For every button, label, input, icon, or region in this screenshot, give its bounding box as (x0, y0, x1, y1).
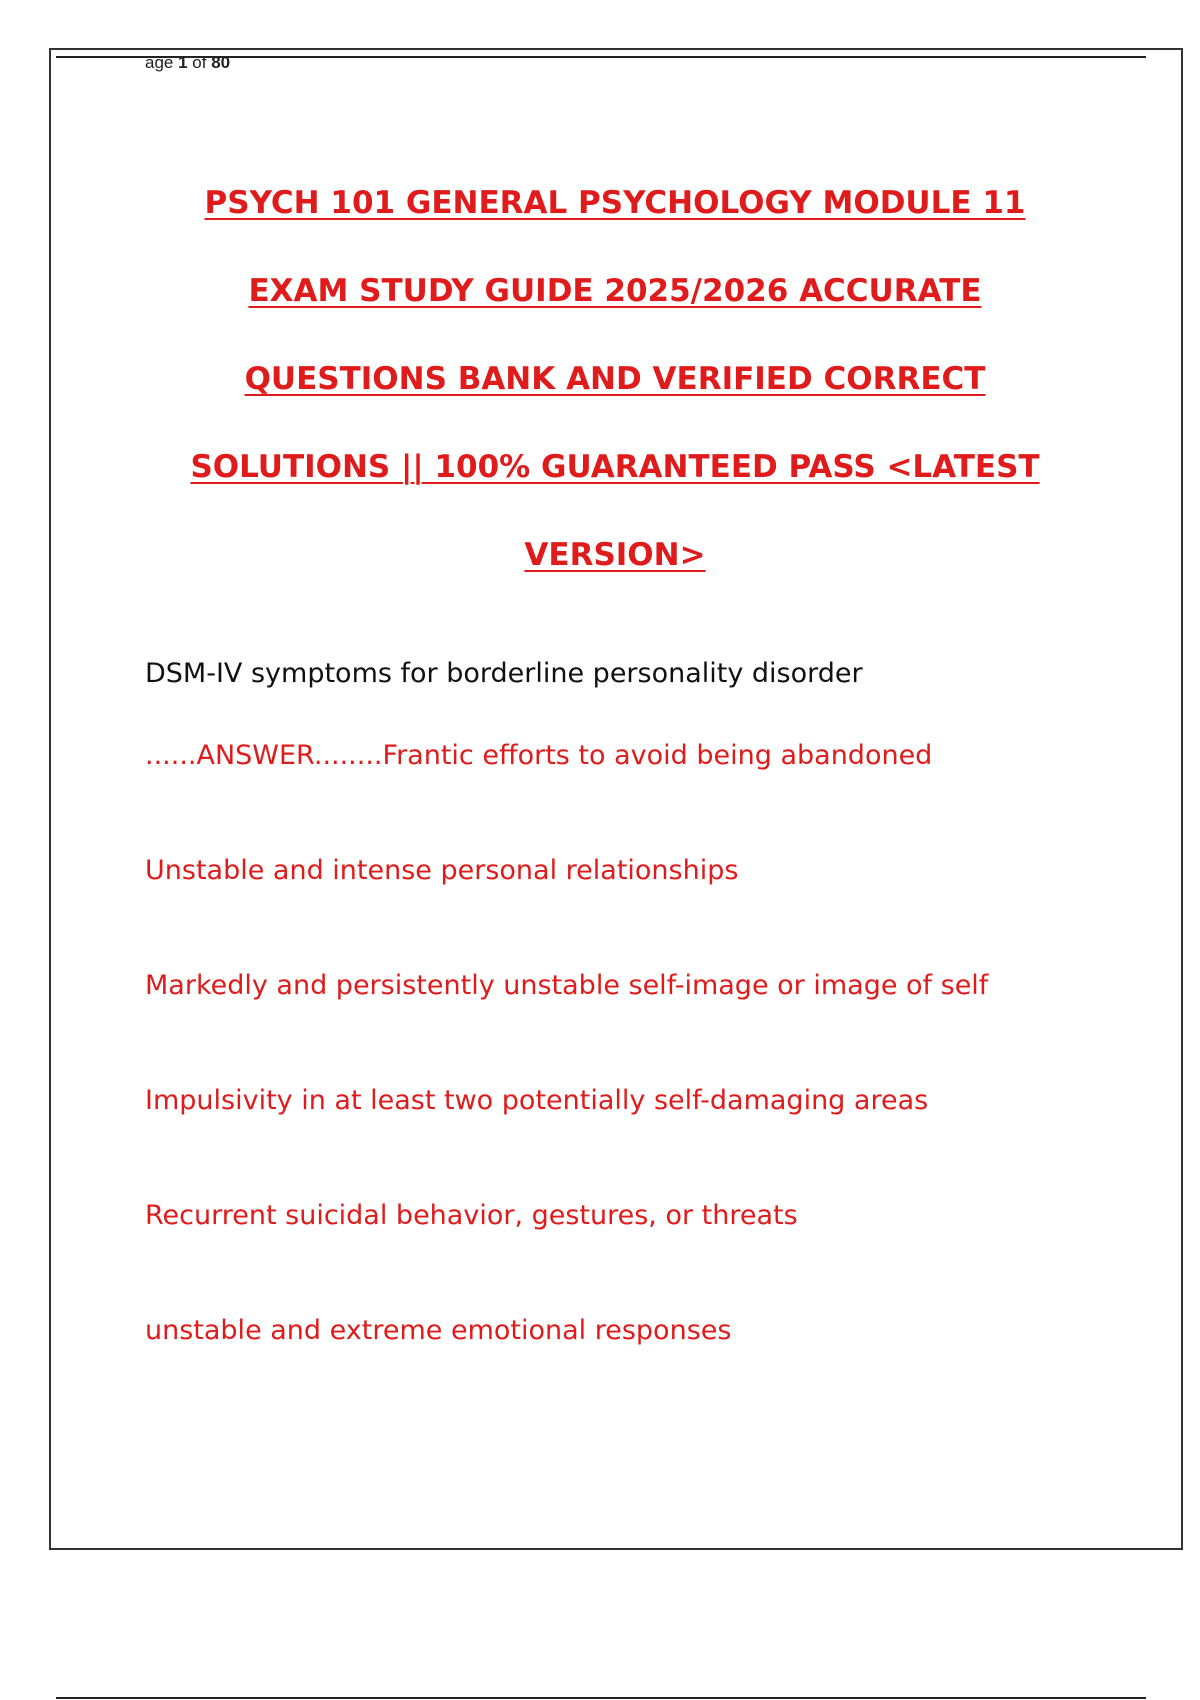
footer-rule (56, 1697, 1146, 1699)
page-number-current: 1 (178, 53, 188, 72)
answer-line: Recurrent suicidal behavior, gestures, or threats (145, 1200, 798, 1231)
answer-line: Impulsivity in at least two potentially self-damaging areas (145, 1085, 929, 1116)
answer-line: Markedly and persistently unstable self-image or image of self (145, 970, 989, 1001)
answer-line: ......ANSWER........Frantic efforts to avoid being abandoned (145, 740, 933, 771)
title-line: EXAM STUDY GUIDE 2025/2026 ACCURATE (248, 273, 982, 309)
title-line: SOLUTIONS || 100% GUARANTEED PASS <LATEST (190, 449, 1040, 485)
document-title (120, 178, 1110, 618)
title-line: PSYCH 101 GENERAL PSYCHOLOGY MODULE 11 (204, 185, 1026, 221)
page-number-prefix: age (145, 53, 179, 72)
title-line: VERSION> (524, 537, 706, 573)
answer-list (145, 736, 988, 1426)
page-number-total: 80 (211, 53, 231, 72)
page-number-of: of (187, 53, 212, 72)
answer-line: unstable and extreme emotional responses (145, 1315, 732, 1346)
question-text: DSM-IV symptoms for borderline personality disorder (145, 658, 863, 689)
page-number (145, 53, 230, 73)
answer-line: Unstable and intense personal relationships (145, 855, 739, 886)
title-line: QUESTIONS BANK AND VERIFIED CORRECT (244, 361, 986, 397)
